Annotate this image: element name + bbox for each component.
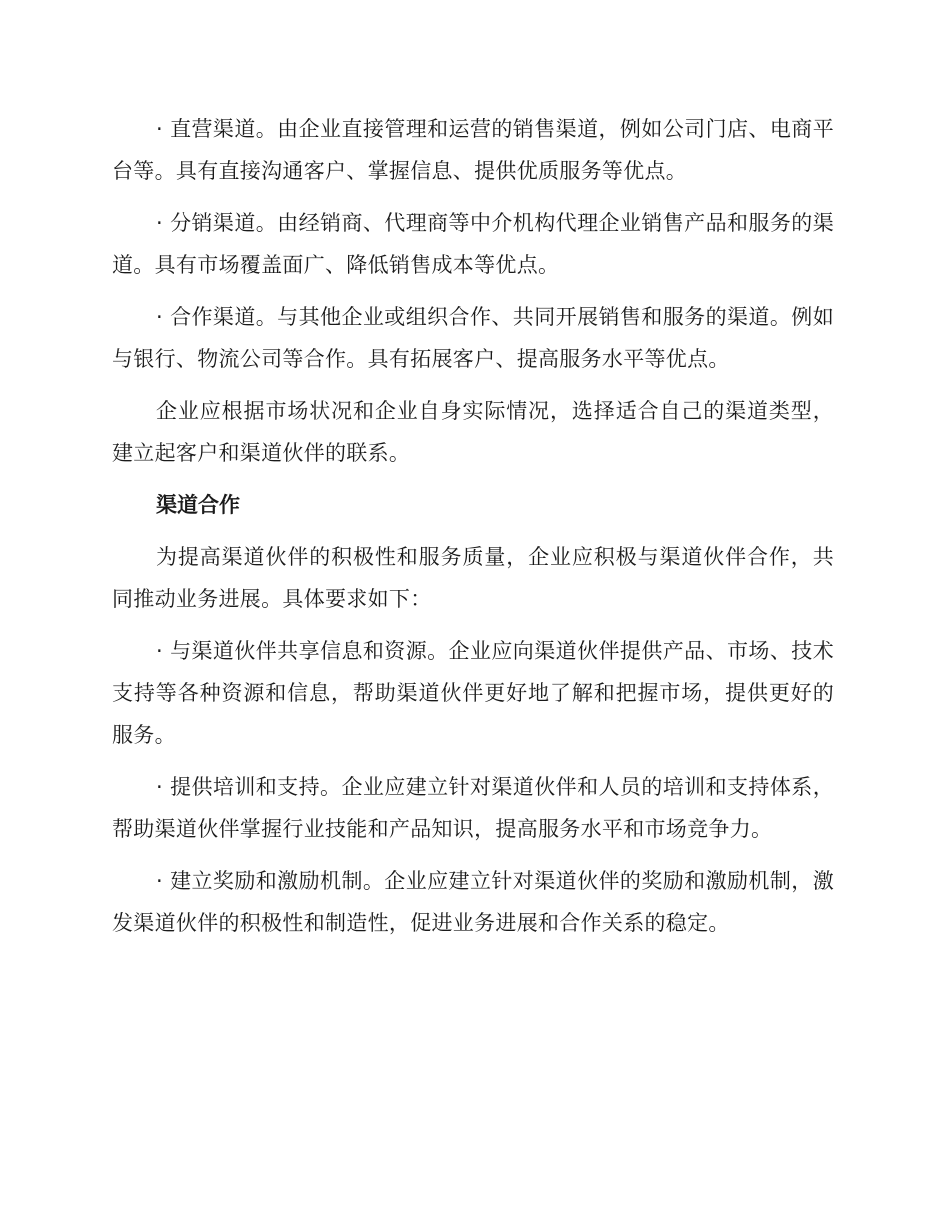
paragraph-training-support: · 提供培训和支持。企业应建立针对渠道伙伴和人员的培训和支持体系，帮助渠道伙伴掌握行业技能和产品知识，提高服务水平和市场竞争力。: [112, 775, 834, 841]
paragraph-incentive-mechanism: · 建立奖励和激励机制。企业应建立针对渠道伙伴的奖励和激励机制，激发渠道伙伴的积极性和制造性，促进业务进展和合作关系的稳定。: [112, 869, 834, 935]
paragraph-direct-channel: · 直营渠道。由企业直接管理和运营的销售渠道，例如公司门店、电商平台等。具有直接沟通客户、掌握信息、提供优质服务等优点。: [112, 117, 834, 183]
paragraph-cooperation-intro: 为提高渠道伙伴的积极性和服务质量，企业应积极与渠道伙伴合作，共同推动业务进展。具体要求如下：: [112, 545, 834, 611]
document-body: [112, 108, 834, 954]
section-heading: 渠道合作: [156, 493, 240, 517]
paragraph-channel-selection: 企业应根据市场状况和企业自身实际情况，选择适合自己的渠道类型，建立起客户和渠道伙伴的联系。: [112, 399, 834, 465]
paragraph-share-info: · 与渠道伙伴共享信息和资源。企业应向渠道伙伴提供产品、市场、技术支持等各种资源和信息，帮助渠道伙伴更好地了解和把握市场，提供更好的服务。: [112, 639, 834, 747]
paragraph-distribution-channel: · 分销渠道。由经销商、代理商等中介机构代理企业销售产品和服务的渠道。具有市场覆盖面广、降低销售成本等优点。: [112, 211, 834, 277]
paragraph-cooperation-channel: · 合作渠道。与其他企业或组织合作、共同开展销售和服务的渠道。例如与银行、物流公司等合作。具有拓展客户、提高服务水平等优点。: [112, 305, 834, 371]
